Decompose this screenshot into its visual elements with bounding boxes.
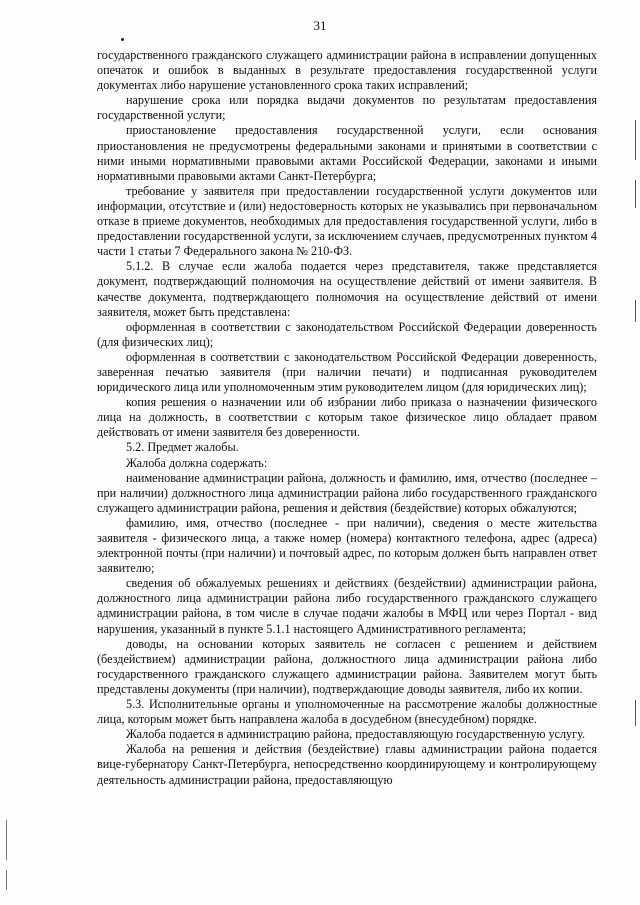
paragraph-13: сведения об обжалуемых решениях и действиях (бездействии) администрации района, должностного лица администрации района либо государственного гражданского служащего администрации района, в том числе в случае подачи жалобы в МФЦ или через Портал - вид нарушения, указанный в пункте 5.1.1 настоящего Административного регламента; xyxy=(97,576,597,636)
scan-edge-mark xyxy=(6,870,7,890)
paragraph-1: государственного гражданского служащего администрации района в исправлении допущенных опечаток и ошибок в выданных в результате предоставления государственной услуги документах либо нарушение установленного срока таких исправлений; xyxy=(97,48,597,93)
paragraph-12: фамилию, имя, отчество (последнее - при наличии), сведения о месте жительства заявителя - физического лица, а также номер (номера) контактного телефона, адрес (адреса) электронной почты (при наличии) и почтовый адрес, по которым должен быть направлен ответ заявителю; xyxy=(97,515,597,576)
scan-edge-mark xyxy=(6,820,7,860)
paragraph-16: Жалоба подается в администрацию района, предоставляющую государственную услугу. xyxy=(126,727,586,742)
scan-edge-mark xyxy=(635,700,636,726)
paragraph-2: нарушение срока или порядка выдачи документов по результатам предоставления государственной услуги; xyxy=(97,93,597,123)
paragraph-5: 5.1.2. В случае если жалоба подается через представителя, также представляется документ, подтверждающий полномочия на осуществление действий от имени заявителя. В качестве документа, подтверждающего полномочия на осуществление действий от имени заявителя, может быть представлена: xyxy=(97,259,597,319)
scan-edge-mark xyxy=(635,300,636,322)
scan-edge-mark xyxy=(635,120,636,160)
paragraph-10: Жалоба должна содержать: xyxy=(126,455,268,470)
scan-speck xyxy=(121,38,124,41)
paragraph-9: 5.2. Предмет жалобы. xyxy=(126,440,239,455)
scan-edge-mark xyxy=(635,180,636,208)
paragraph-11: наименование администрации района, должность и фамилию, имя, отчество (последнее – при наличии) должностного лица администрации района либо государственного гражданского служащего администрации района, решения и действия (бездействие) которых обжалуются; xyxy=(97,470,597,515)
paragraph-8: копия решения о назначении или об избрании либо приказа о назначении физического лица на должность, в соответствии с которым такое физическое лицо обладает правом действовать от имени заявителя без доверенности. xyxy=(97,395,597,440)
paragraph-3: приостановление предоставления государственной услуги, если основания приостановления не предусмотрены федеральными законами и принятыми в соответствии с ними иными нормативными правовыми актами Российской Федерации, законами и иными нормативными правовыми актами Санкт-Петербурга; xyxy=(97,123,597,183)
paragraph-14: доводы, на основании которых заявитель не согласен с решением и действием (бездействием) администрации района, должностного лица администрации района либо государственного гражданского служащего администрации района. Заявителем могут быть представлены документы (при наличии), подтверждающие доводы заявителя, либо их копии. xyxy=(97,636,597,696)
paragraph-7: оформленная в соответствии с законодательством Российской Федерации доверенность, заверенная печатью заявителя (при наличии печати) и подписанная руководителем юридического лица или уполномоченным этим руководителем лицом (для юридических лиц); xyxy=(97,349,597,395)
paragraph-4: требование у заявителя при предоставлении государственной услуги документов или информации, отсутствие и (или) недостоверность которых не указывались при первоначальном отказе в приеме документов, необходимых для предоставления государственной услуги, либо в предоставлении государственной услуги, за исключением случаев, предусмотренных пунктом 4 части 1 статьи 7 Федерального закона № 210-ФЗ. xyxy=(97,183,597,259)
paragraph-15: 5.3. Исполнительные органы и уполномоченные на рассмотрение жалобы должностные лица, которым может быть направлена жалоба в досудебном (внесудебном) порядке. xyxy=(97,697,597,727)
paragraph-17: Жалоба на решения и действия (бездействие) главы администрации района подается вице-губернатору Санкт-Петербурга, непосредственно координирующему и контролирующему деятельность администрации района, предоставляющую xyxy=(97,742,597,787)
paragraph-6: оформленная в соответствии с законодательством Российской Федерации доверенность (для физических лиц); xyxy=(97,319,597,349)
document-body xyxy=(97,48,597,788)
page-number: 31 xyxy=(313,18,327,33)
